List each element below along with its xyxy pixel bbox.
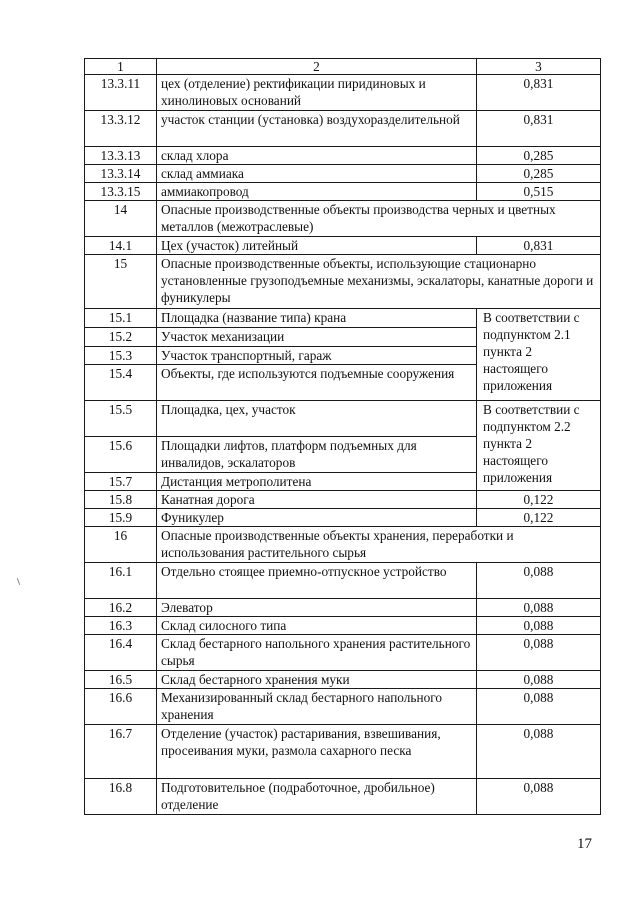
row-name: Отдельно стоящее приемно-отпускное устройство xyxy=(157,563,477,599)
row-name: Дистанция метрополитена xyxy=(157,473,477,491)
table-row xyxy=(85,183,601,201)
row-name: Подготовительное (подработочное, дробильное) отделение xyxy=(157,779,477,815)
section-row xyxy=(85,527,601,563)
section-row xyxy=(85,255,601,309)
row-number: 16.8 xyxy=(85,779,157,815)
row-name: Отделение (участок) растаривания, взвешивания, просеивания муки, размола сахарного песка xyxy=(157,725,477,779)
header-col1: 1 xyxy=(85,59,157,75)
table-row xyxy=(85,165,601,183)
row-number: 15.6 xyxy=(85,437,157,473)
table-row xyxy=(85,401,601,437)
row-number: 13.3.12 xyxy=(85,111,157,147)
reference-cell: В соответствии с подпунктом 2.2 пункта 2 настоящего приложения xyxy=(477,401,601,491)
row-value: 0,831 xyxy=(477,111,601,147)
margin-mark xyxy=(17,578,20,585)
row-name: Элеватор xyxy=(157,599,477,617)
row-name: Площадка (название типа) крана xyxy=(157,309,477,328)
table-row xyxy=(85,75,601,111)
row-number: 14.1 xyxy=(85,237,157,255)
row-value: 0,088 xyxy=(477,617,601,635)
table-row xyxy=(85,599,601,617)
row-value: 0,088 xyxy=(477,563,601,599)
header-col3: 3 xyxy=(477,59,601,75)
row-name: Фуникулер xyxy=(157,509,477,527)
row-value: 0,088 xyxy=(477,725,601,779)
row-name: Площадка, цех, участок xyxy=(157,401,477,437)
row-number: 13.3.11 xyxy=(85,75,157,111)
section-title: Опасные производственные объекты производства черных и цветных металлов (межотраслевые) xyxy=(157,201,601,237)
section-title: Опасные производственные объекты, использующие стационарно установленные грузоподъемные механизмы, эскалаторы, канатные дороги и фуникулеры xyxy=(157,255,601,309)
table-header-row xyxy=(85,59,601,75)
row-name: Склад бестарного напольного хранения растительного сырья xyxy=(157,635,477,671)
header-col2: 2 xyxy=(157,59,477,75)
row-value: 0,831 xyxy=(477,237,601,255)
row-name: Склад силосного типа xyxy=(157,617,477,635)
row-value: 0,088 xyxy=(477,599,601,617)
hazard-objects-table xyxy=(84,58,601,815)
row-number: 16.1 xyxy=(85,563,157,599)
row-value: 0,088 xyxy=(477,671,601,689)
row-name: Механизированный склад бестарного напольного хранения xyxy=(157,689,477,725)
table-row xyxy=(85,111,601,147)
row-value: 0,831 xyxy=(477,75,601,111)
section-row xyxy=(85,201,601,237)
row-number: 15.2 xyxy=(85,328,157,347)
row-number: 13.3.14 xyxy=(85,165,157,183)
row-number: 16.2 xyxy=(85,599,157,617)
row-number: 15.1 xyxy=(85,309,157,328)
section-number: 16 xyxy=(85,527,157,563)
row-number: 15.3 xyxy=(85,347,157,365)
table-row xyxy=(85,563,601,599)
row-name: аммиакопровод xyxy=(157,183,477,201)
table-row xyxy=(85,509,601,527)
page-number: 17 xyxy=(577,836,592,852)
row-name: цех (отделение) ректификации пиридиновых и хинолиновых оснований xyxy=(157,75,477,111)
section-title: Опасные производственные объекты хранения, переработки и использования растительного сырья xyxy=(157,527,601,563)
row-number: 15.4 xyxy=(85,365,157,401)
row-number: 16.7 xyxy=(85,725,157,779)
row-value: 0,515 xyxy=(477,183,601,201)
row-value: 0,122 xyxy=(477,509,601,527)
row-name: Канатная дорога xyxy=(157,491,477,509)
row-value: 0,088 xyxy=(477,779,601,815)
row-name: склад аммиака xyxy=(157,165,477,183)
row-name: Участок транспортный, гараж xyxy=(157,347,477,365)
row-number: 16.4 xyxy=(85,635,157,671)
row-name: участок станции (установка) воздухоразделительной xyxy=(157,111,477,147)
row-value: 0,285 xyxy=(477,165,601,183)
row-number: 15.8 xyxy=(85,491,157,509)
table-row xyxy=(85,725,601,779)
row-name: Объекты, где используются подъемные сооружения xyxy=(157,365,477,401)
table-row xyxy=(85,635,601,671)
table-row xyxy=(85,491,601,509)
row-number: 15.7 xyxy=(85,473,157,491)
section-number: 15 xyxy=(85,255,157,309)
table-row xyxy=(85,689,601,725)
row-name: Участок механизации xyxy=(157,328,477,347)
row-value: 0,088 xyxy=(477,689,601,725)
table-row xyxy=(85,237,601,255)
row-name: Цех (участок) литейный xyxy=(157,237,477,255)
row-number: 16.3 xyxy=(85,617,157,635)
row-number: 15.9 xyxy=(85,509,157,527)
reference-cell: В соответствии с подпунктом 2.1 пункта 2 настоящего приложения xyxy=(477,309,601,401)
row-number: 15.5 xyxy=(85,401,157,437)
row-number: 16.5 xyxy=(85,671,157,689)
table-row xyxy=(85,309,601,328)
row-name: Площадки лифтов, платформ подъемных для инвалидов, эскалаторов xyxy=(157,437,477,473)
row-number: 13.3.15 xyxy=(85,183,157,201)
row-value: 0,122 xyxy=(477,491,601,509)
table-row xyxy=(85,147,601,165)
table-row xyxy=(85,617,601,635)
row-number: 13.3.13 xyxy=(85,147,157,165)
table-row xyxy=(85,779,601,815)
table-row xyxy=(85,671,601,689)
row-number: 16.6 xyxy=(85,689,157,725)
row-value: 0,285 xyxy=(477,147,601,165)
row-name: склад хлора xyxy=(157,147,477,165)
row-value: 0,088 xyxy=(477,635,601,671)
row-name: Склад бестарного хранения муки xyxy=(157,671,477,689)
section-number: 14 xyxy=(85,201,157,237)
